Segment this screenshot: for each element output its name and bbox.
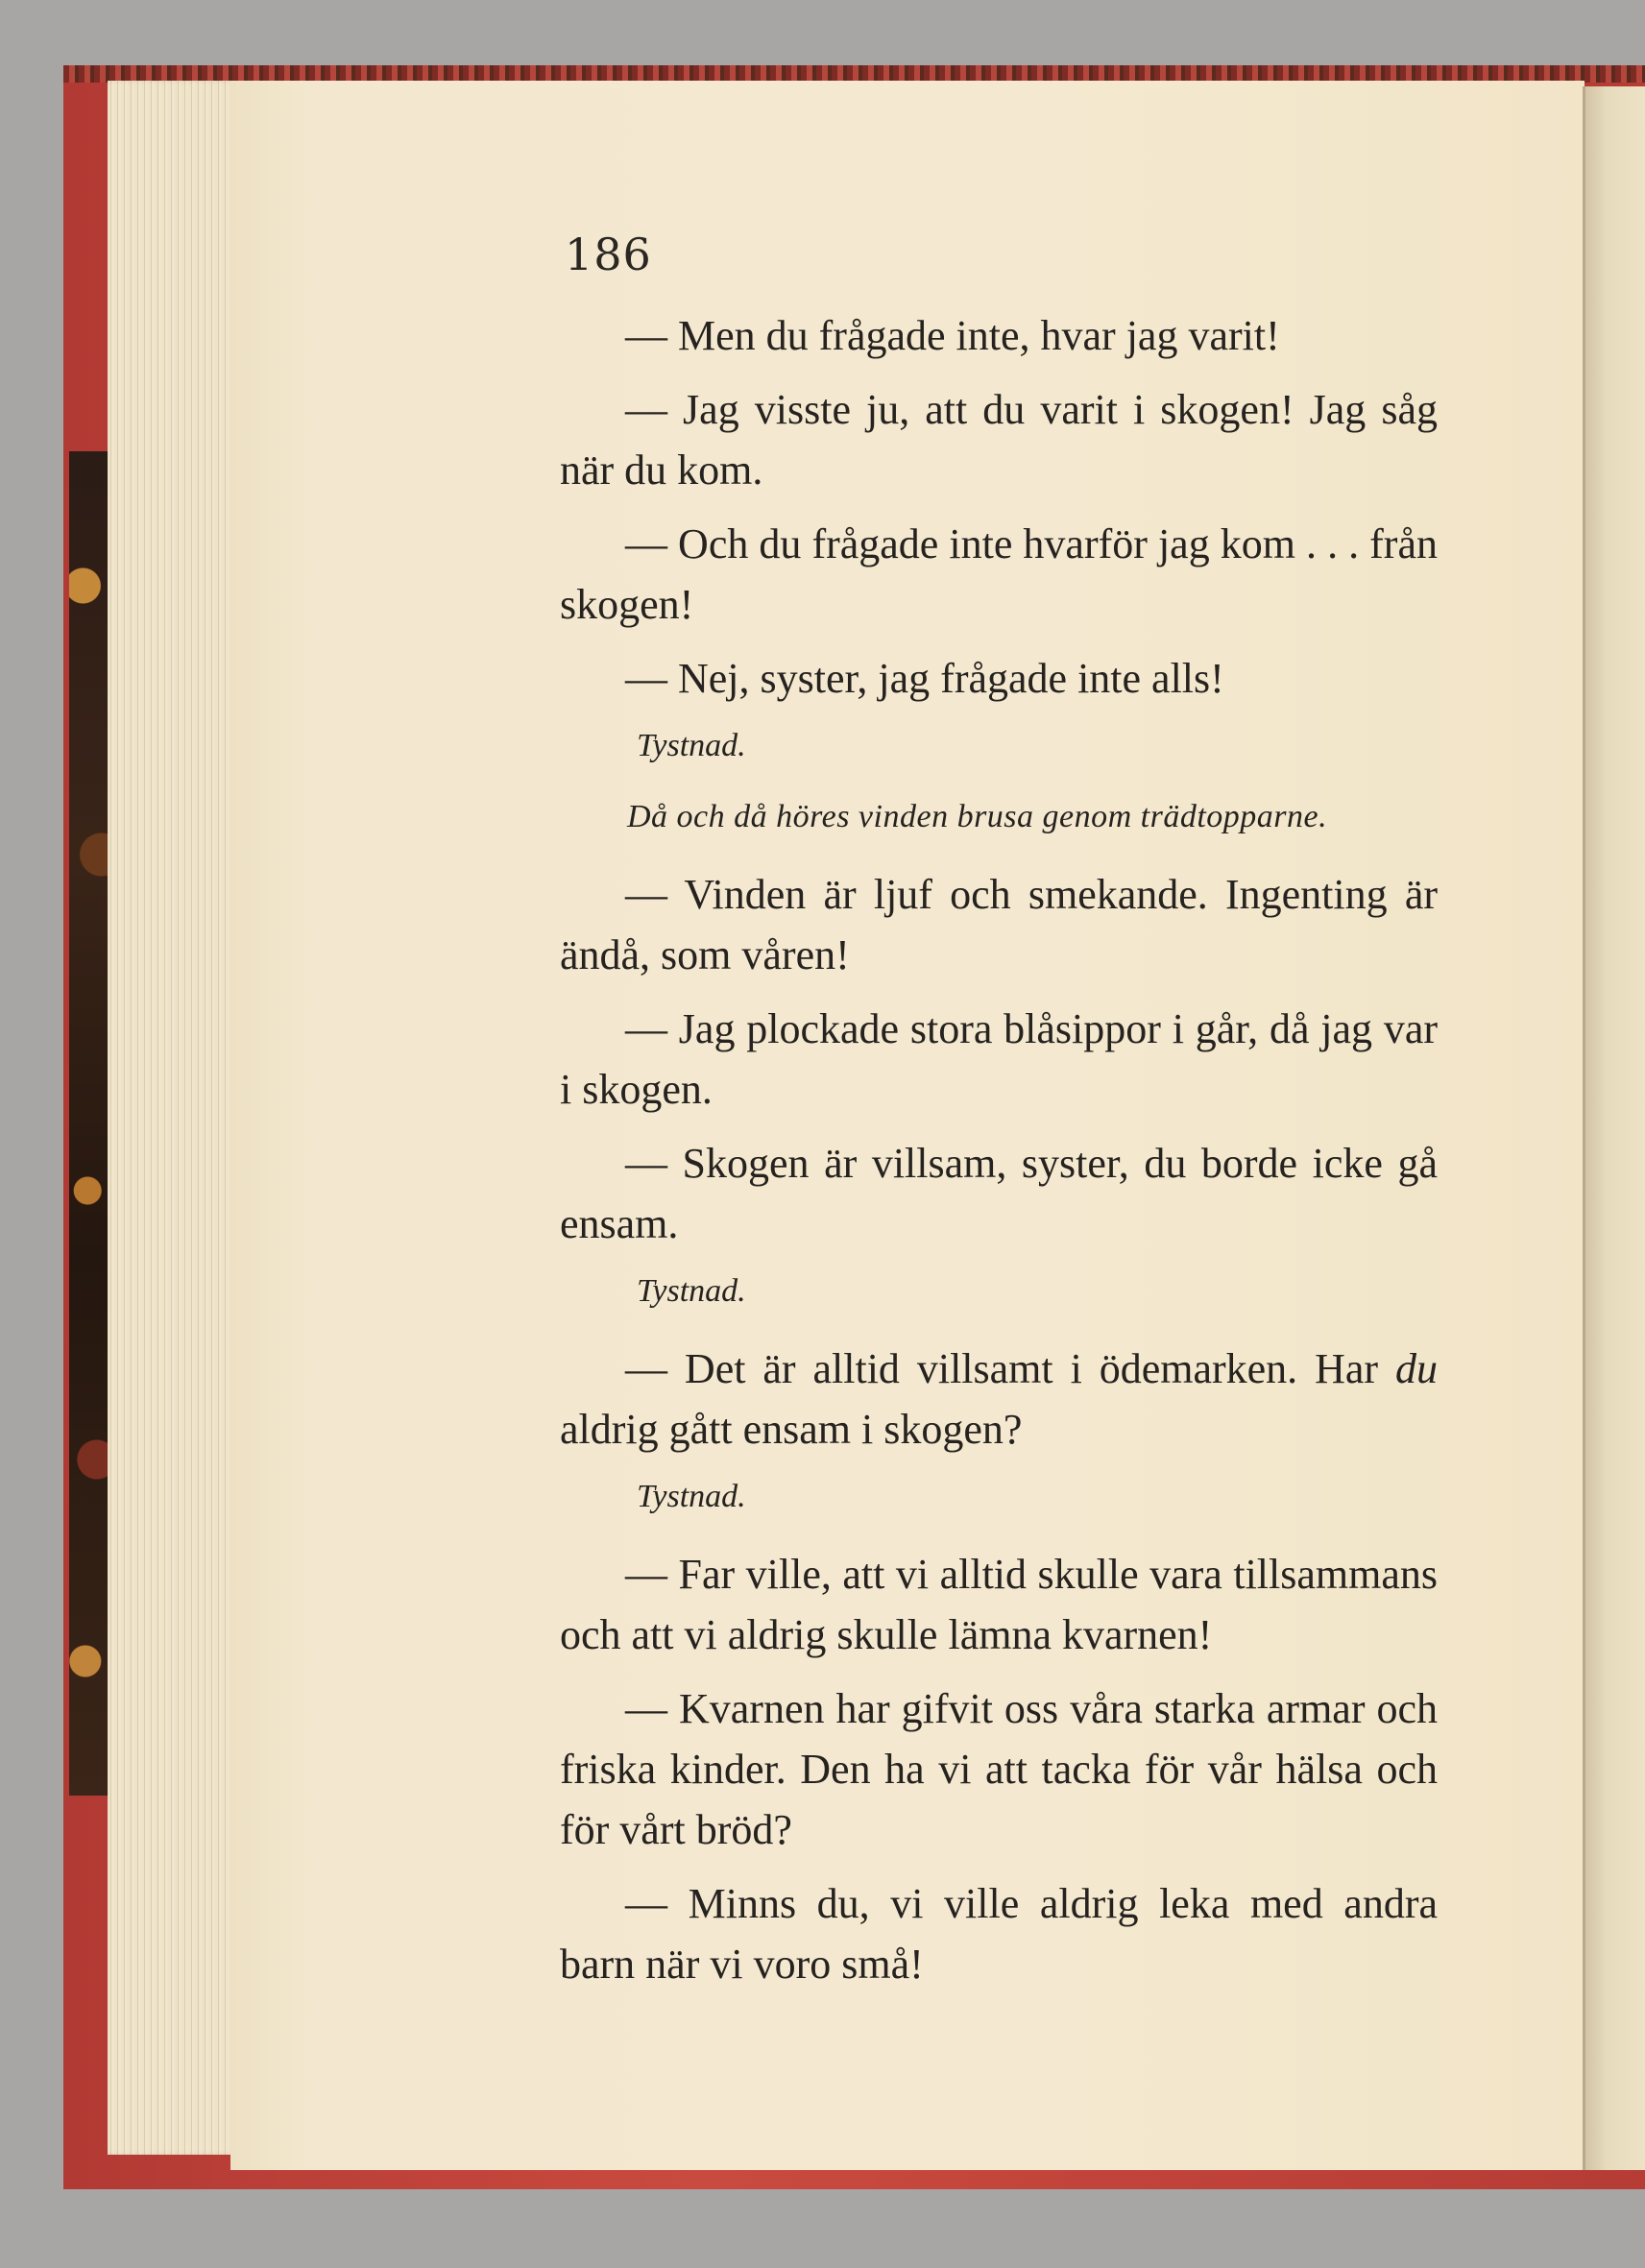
gutter-shadow bbox=[1583, 86, 1585, 2170]
stage-direction: Då och då höres vinden brusa genom trädtopparne. bbox=[627, 799, 1328, 834]
dialogue-line: — Nej, syster, jag frågade inte alls! bbox=[625, 655, 1224, 702]
dialogue-text: aldrig gått ensam i skogen? bbox=[560, 1406, 1023, 1453]
dialogue-line: — Men du frågade inte, hvar jag varit! bbox=[625, 312, 1280, 359]
dialogue-line bbox=[560, 1339, 1438, 1460]
page-number: 186 bbox=[565, 229, 652, 280]
dialogue-line: — Skogen är villsam, syster, du borde icke gå ensam. bbox=[560, 1140, 1438, 1247]
emphasized-word: du bbox=[1395, 1345, 1439, 1392]
dialogue-line: — Far ville, att vi alltid skulle vara tillsammans och att vi aldrig skulle lämna kvarnen! bbox=[560, 1551, 1438, 1658]
dialogue-line: — Minns du, vi ville aldrig leka med andra barn när vi voro små! bbox=[560, 1880, 1438, 1988]
page-text bbox=[560, 305, 1438, 2008]
dialogue-line: — Kvarnen har gifvit oss våra starka armar och friska kinder. Den ha vi att tacka för vår hälsa och för vårt bröd? bbox=[560, 1685, 1438, 1853]
dialogue-line: — Jag visste ju, att du varit i skogen! Jag såg när du kom. bbox=[560, 386, 1438, 494]
dialogue-text: — Det är alltid villsamt i ödemarken. Har bbox=[625, 1345, 1379, 1392]
dialogue-line: — Vinden är ljuf och smekande. Ingenting är ändå, som våren! bbox=[560, 871, 1438, 978]
stage-direction: Tystnad. bbox=[637, 728, 746, 763]
facing-page-edge bbox=[1583, 86, 1645, 2170]
stage-direction: Tystnad. bbox=[637, 1273, 746, 1309]
dialogue-line: — Jag plockade stora blåsippor i går, då jag var i skogen. bbox=[560, 1005, 1438, 1113]
dialogue-line: — Och du frågade inte hvarför jag kom . . . från skogen! bbox=[560, 520, 1438, 628]
stage-direction: Tystnad. bbox=[637, 1479, 746, 1514]
